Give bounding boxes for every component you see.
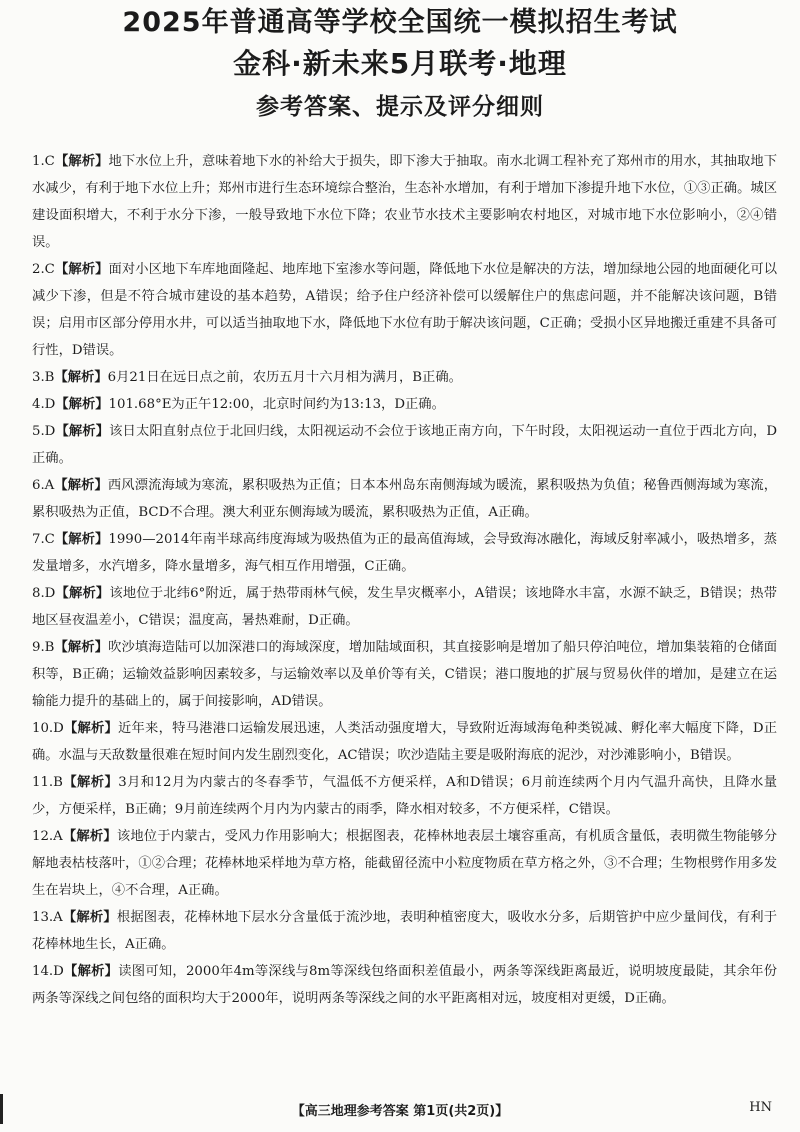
answer-number: 4.D xyxy=(32,397,56,412)
analysis-tag: 【解析】 xyxy=(54,370,108,385)
answer-number: 11.B xyxy=(32,775,63,790)
analysis-tag: 【解析】 xyxy=(54,478,108,493)
answer-item xyxy=(32,472,777,526)
analysis-text: 该日太阳直射点位于北回归线，太阳视运动不会位于该地正南方向，下午时段，太阳视运动一直位于西北方向，D正确。 xyxy=(32,424,777,466)
analysis-text: 地下水位上升，意味着地下水的补给大于损失，即下渗大于抽取。南水北调工程补充了郑州市的用水，其抽取地下水减少，有利于地下水位上升；郑州市进行生态环境综合整治，生态补水增加，有利于增加下渗提升地下水位，①③正确。城区建设面积增大，不利于水分下渗，一般导致地下水位下降；农业节水技术主要影响农村地区，对城市地下水位影响小，②④错误。 xyxy=(32,154,778,250)
answer-item xyxy=(32,418,777,472)
answer-item xyxy=(32,904,777,958)
answer-item xyxy=(32,526,777,580)
analysis-text: 该地位于内蒙古，受风力作用影响大；根据图表，花棒林地表层土壤容重高，有机质含量低，表明微生物能够分解地表枯枝落叶，①②合理；花棒林地采样地为草方格，能截留径流中小粒度物质在草方格之外，③不合理；生物根劈作用多发生在岩块上，④不合理，A正确。 xyxy=(32,829,778,898)
answer-item xyxy=(32,715,777,769)
answer-item xyxy=(32,634,777,715)
analysis-text: 近年来，特马港港口运输发展迅速，人类活动强度增大，导致附近海域海龟种类锐减、孵化率大幅度下降，D正确。水温与天敌数量很难在短时间内发生剧烈变化，AC错误；吹沙造陆主要是吸附海底的泥沙，对沙滩影响小，B错误。 xyxy=(32,721,777,763)
answer-number: 8.D xyxy=(32,586,56,601)
analysis-text: 吹沙填海造陆可以加深港口的海域深度，增加陆域面积，其直接影响是增加了船只停泊吨位，增加集装箱的仓储面积等，B正确；运输效益影响因素较多，与运输效率以及单价等有关，C错误；港口腹地的扩展与贸易伙伴的增加，是建立在运输能力提升的基础上的，属于间接影响，AD错误。 xyxy=(32,640,778,709)
answer-number: 6.A xyxy=(32,478,55,493)
answer-item xyxy=(32,256,777,364)
footer-region-code: HN xyxy=(749,1100,772,1115)
answer-item xyxy=(32,823,777,904)
analysis-tag: 【解析】 xyxy=(62,910,117,925)
analysis-tag: 【解析】 xyxy=(55,424,110,439)
analysis-text: 3月和12月为内蒙古的冬春季节，气温低不方便采样，A和D错误；6月前连续两个月内气温升高快，且降水量少，方便采样，B正确；9月前连续两个月内为内蒙古的雨季，降水相对较多，不方便采样，C错误。 xyxy=(32,775,777,817)
exam-subtitle: 金科·新未来5月联考·地理 xyxy=(233,47,567,80)
analysis-tag: 【解析】 xyxy=(54,532,109,547)
analysis-tag: 【解析】 xyxy=(54,154,109,169)
analysis-text: 根据图表，花棒林地下层水分含量低于流沙地，表明种植密度大，吸收水分多，后期管护中应少量间伐，有利于花棒林地生长，A正确。 xyxy=(32,910,778,952)
analysis-text: 该地位于北纬6°附近，属于热带雨林气候，发生旱灾概率小，A错误；该地降水丰富，水源不缺乏，B错误；热带地区昼夜温差小，C错误；温度高，暑热难耐，D正确。 xyxy=(32,586,778,628)
answer-list xyxy=(32,148,777,1012)
answer-number: 7.C xyxy=(32,532,55,547)
analysis-text: 6月21日在远日点之前，农历五月十六月相为满月，B正确。 xyxy=(107,370,462,385)
analysis-tag: 【解析】 xyxy=(62,829,117,844)
page-footer: 【高三地理参考答案 第1页(共2页)】 xyxy=(291,1104,509,1119)
analysis-tag: 【解析】 xyxy=(55,397,109,412)
answer-number: 5.D xyxy=(32,424,56,439)
answer-number: 2.C xyxy=(32,262,55,277)
analysis-text: 101.68°E为正午12:00，北京时间约为13:13，D正确。 xyxy=(108,397,445,412)
answer-item xyxy=(32,364,777,391)
answer-number: 14.D xyxy=(32,964,64,979)
answer-number: 13.A xyxy=(32,910,63,925)
analysis-text: 面对小区地下车库地面隆起、地库地下室渗水等问题，降低地下水位是解决的方法，增加绿地公园的地面硬化可以减少下渗，但是不符合城市建设的基本趋势，A错误；给予住户经济补偿可以缓解住户的焦虑问题，并不能解决该问题，B错误；启用市区部分停用水井，可以适当抽取地下水，降低地下水位有助于解决该问题，C正确；受损小区异地搬迁重建不具备可行性，D错误。 xyxy=(32,262,778,358)
answer-item xyxy=(32,580,777,634)
document-heading: 参考答案、提示及评分细则 xyxy=(256,94,544,120)
analysis-tag: 【解析】 xyxy=(54,640,109,655)
analysis-text: 读图可知，2000年4m等深线与8m等深线包络面积差值最小，两条等深线距离最近，说明坡度最陡，其余年份两条等深线之间包络的面积均大于2000年，说明两条等深线之间的水平距离相对远，坡度相对更缓，D正确。 xyxy=(32,964,778,1006)
analysis-tag: 【解析】 xyxy=(62,775,119,790)
answer-number: 3.B xyxy=(32,370,55,385)
answer-item xyxy=(32,769,777,823)
answer-item xyxy=(32,391,777,418)
answer-item xyxy=(32,958,777,1012)
answer-number: 10.D xyxy=(32,721,64,736)
answer-item xyxy=(32,148,777,256)
exam-title: 2025年普通高等学校全国统一模拟招生考试 xyxy=(122,7,678,38)
analysis-tag: 【解析】 xyxy=(63,721,119,736)
answer-number: 12.A xyxy=(32,829,63,844)
analysis-tag: 【解析】 xyxy=(54,262,109,277)
answer-number: 9.B xyxy=(32,640,55,655)
analysis-text: 1990—2014年南半球高纬度海域为吸热值为正的最高值海域，会导致海冰融化，海域反射率减小，吸热增多，蒸发量增多，水汽增多，降水量增多，海气相互作用增强，C正确。 xyxy=(32,532,777,574)
answer-number: 1.C xyxy=(32,154,55,169)
analysis-tag: 【解析】 xyxy=(63,964,119,979)
analysis-tag: 【解析】 xyxy=(55,586,110,601)
analysis-text: 西风漂流海域为寒流，累积吸热为正值；日本本州岛东南侧海域为暖流，累积吸热为负值；秘鲁西侧海域为寒流，累积吸热为正值，BCD不合理。澳大利亚东侧海域为暖流，累积吸热为正值，A正确。 xyxy=(32,478,778,520)
